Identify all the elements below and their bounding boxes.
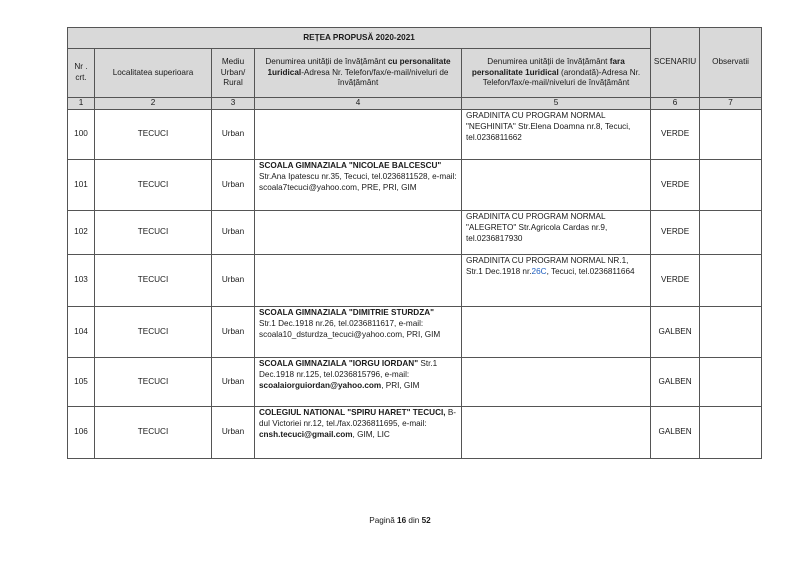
header-mediu-line2: Urban/ [220, 67, 246, 77]
header-col4 [255, 49, 462, 98]
header-col5 [462, 49, 651, 98]
cell-col4-name: SCOALA GIMNAZIALA "NICOLAE BALCESCU" [259, 161, 442, 170]
cell-nr: 101 [68, 160, 95, 211]
cell-localitate: TECUCI [95, 160, 212, 211]
table-row [68, 211, 762, 255]
table-row [68, 307, 762, 358]
cell-unit-without-personality [462, 407, 651, 459]
cell-col4-email: cnsh.tecuci@gmail.com [259, 429, 353, 439]
cell-observatii [700, 211, 762, 255]
cell-col4-tail: , GIM, LIC [352, 429, 390, 439]
cell-localitate: TECUCI [95, 255, 212, 307]
cell-mediu: Urban [212, 358, 255, 407]
cell-unit-with-personality [255, 358, 462, 407]
cell-col4-name: SCOALA GIMNAZIALA "IORGU IORDAN" [259, 359, 419, 368]
header-col4-pre: Denumirea unității de învățământ [265, 56, 388, 66]
cell-observatii [700, 358, 762, 407]
cell-nr: 104 [68, 307, 95, 358]
cell-col5-text: GRADINITA CU PROGRAM NORMAL "NEGHINITA" Str.Elena Doamna nr.8, Tecuci, tel.0236811662 [466, 111, 631, 142]
cell-observatii [700, 110, 762, 160]
table-title: REȚEA PROPUSĂ 2020-2021 [68, 28, 651, 49]
header-mediu [212, 49, 255, 98]
cell-unit-with-personality [255, 255, 462, 307]
footer-prefix: Pagină [369, 516, 398, 525]
cell-localitate: TECUCI [95, 307, 212, 358]
cell-col5-text: GRADINITA CU PROGRAM NORMAL NR.1, Str.1 Dec.1918 nr. [466, 256, 629, 276]
header-mediu-line3: Rural [223, 78, 243, 88]
footer-page-number: 16 [397, 516, 407, 525]
header-col4-bold: cu personalitate 1uridical [267, 56, 451, 77]
column-number: 3 [212, 98, 255, 110]
column-number: 1 [68, 98, 95, 110]
cell-col4-name: SCOALA GIMNAZIALA "DIMITRIE STURDZA" [259, 308, 434, 317]
cell-nr: 106 [68, 407, 95, 459]
column-number: 6 [651, 98, 700, 110]
header-nr-line1: Nr . [74, 62, 88, 72]
cell-unit-with-personality [255, 407, 462, 459]
cell-unit-without-personality [462, 255, 651, 307]
cell-mediu: Urban [212, 255, 255, 307]
cell-mediu: Urban [212, 160, 255, 211]
cell-unit-with-personality [255, 307, 462, 358]
cell-localitate: TECUCI [95, 211, 212, 255]
header-localitate: Localitatea superioara [95, 49, 212, 98]
table-row [68, 358, 762, 407]
school-network-table [67, 27, 762, 459]
cell-mediu: Urban [212, 110, 255, 160]
footer-middle: din [406, 516, 422, 525]
cell-scenariu: GALBEN [651, 358, 700, 407]
cell-col4-rest: B-dul Victoriei nr.12, tel./fax.0236811695, e-mail: [259, 408, 456, 428]
cell-col5-text-tail: , Tecuci, tel.0236811664 [546, 266, 635, 276]
cell-scenariu: VERDE [651, 160, 700, 211]
cell-mediu: Urban [212, 211, 255, 255]
header-nr-crt [68, 49, 95, 98]
cell-unit-with-personality [255, 110, 462, 160]
header-mediu-line1: Mediu [221, 56, 245, 66]
cell-observatii [700, 407, 762, 459]
column-number: 5 [462, 98, 651, 110]
cell-col4-rest: Str.1 Dec.1918 nr.125, tel.0236815796, e-mail: [259, 359, 438, 379]
header-observatii: Observatii [700, 28, 762, 98]
cell-unit-without-personality [462, 160, 651, 211]
cell-observatii [700, 160, 762, 211]
footer-page-total: 52 [421, 516, 431, 525]
cell-unit-without-personality [462, 358, 651, 407]
cell-unit-with-personality [255, 211, 462, 255]
cell-observatii [700, 307, 762, 358]
cell-col4-tail: , PRI, GIM [381, 380, 420, 390]
cell-nr: 105 [68, 358, 95, 407]
cell-scenariu: VERDE [651, 211, 700, 255]
cell-unit-without-personality [462, 110, 651, 160]
column-number: 7 [700, 98, 762, 110]
cell-localitate: TECUCI [95, 407, 212, 459]
column-number: 4 [255, 98, 462, 110]
cell-col4-rest: Str.1 Dec.1918 nr.26, tel.0236811617, e-mail: scoala10_dsturdza_tecuci@yahoo.com, PRI, GIM [259, 318, 441, 339]
table-row [68, 407, 762, 459]
header-scenariu: SCENARIU [651, 28, 700, 98]
cell-scenariu: VERDE [651, 255, 700, 307]
header-col5-bold: fara personalitate 1uridical [471, 56, 625, 77]
cell-nr: 102 [68, 211, 95, 255]
cell-col5-highlight: 26C [531, 266, 547, 276]
cell-scenariu: GALBEN [651, 407, 700, 459]
cell-scenariu: GALBEN [651, 307, 700, 358]
column-number: 2 [95, 98, 212, 110]
cell-localitate: TECUCI [95, 358, 212, 407]
header-nr-line2: crt. [75, 73, 87, 82]
cell-mediu: Urban [212, 407, 255, 459]
page-footer [0, 516, 800, 525]
cell-unit-without-personality [462, 307, 651, 358]
cell-nr: 103 [68, 255, 95, 307]
cell-mediu: Urban [212, 307, 255, 358]
cell-scenariu: VERDE [651, 110, 700, 160]
cell-col4-name: COLEGIUL NATIONAL "SPIRU HARET" TECUCI, [259, 408, 446, 417]
header-col5-post: (arondată)-Adresa Nr. Telefon/fax/e-mail/niveluri de învățământ [482, 67, 641, 88]
header-col5-pre: Denumirea unității de învățământ [487, 56, 610, 66]
cell-col4-rest: Str.Ana Ipatescu nr.35, Tecuci, tel.0236811528, e-mail: scoala7tecuci@yahoo.com, PRE, PRI, GIM [259, 171, 457, 192]
cell-col5-text: GRADINITA CU PROGRAM NORMAL "ALEGRETO" Str.Agricola Cardas nr.9, tel.0236817930 [466, 212, 608, 243]
cell-unit-with-personality [255, 160, 462, 211]
cell-observatii [700, 255, 762, 307]
header-col4-post: -Adresa Nr. Telefon/fax/e-mail/niveluri de învățământ [301, 67, 449, 88]
table-row [68, 160, 762, 211]
cell-nr: 100 [68, 110, 95, 160]
cell-unit-without-personality [462, 211, 651, 255]
cell-col4-email: scoalaiorguiordan@yahoo.com [259, 380, 382, 390]
cell-localitate: TECUCI [95, 110, 212, 160]
table-row [68, 255, 762, 307]
table-row [68, 110, 762, 160]
